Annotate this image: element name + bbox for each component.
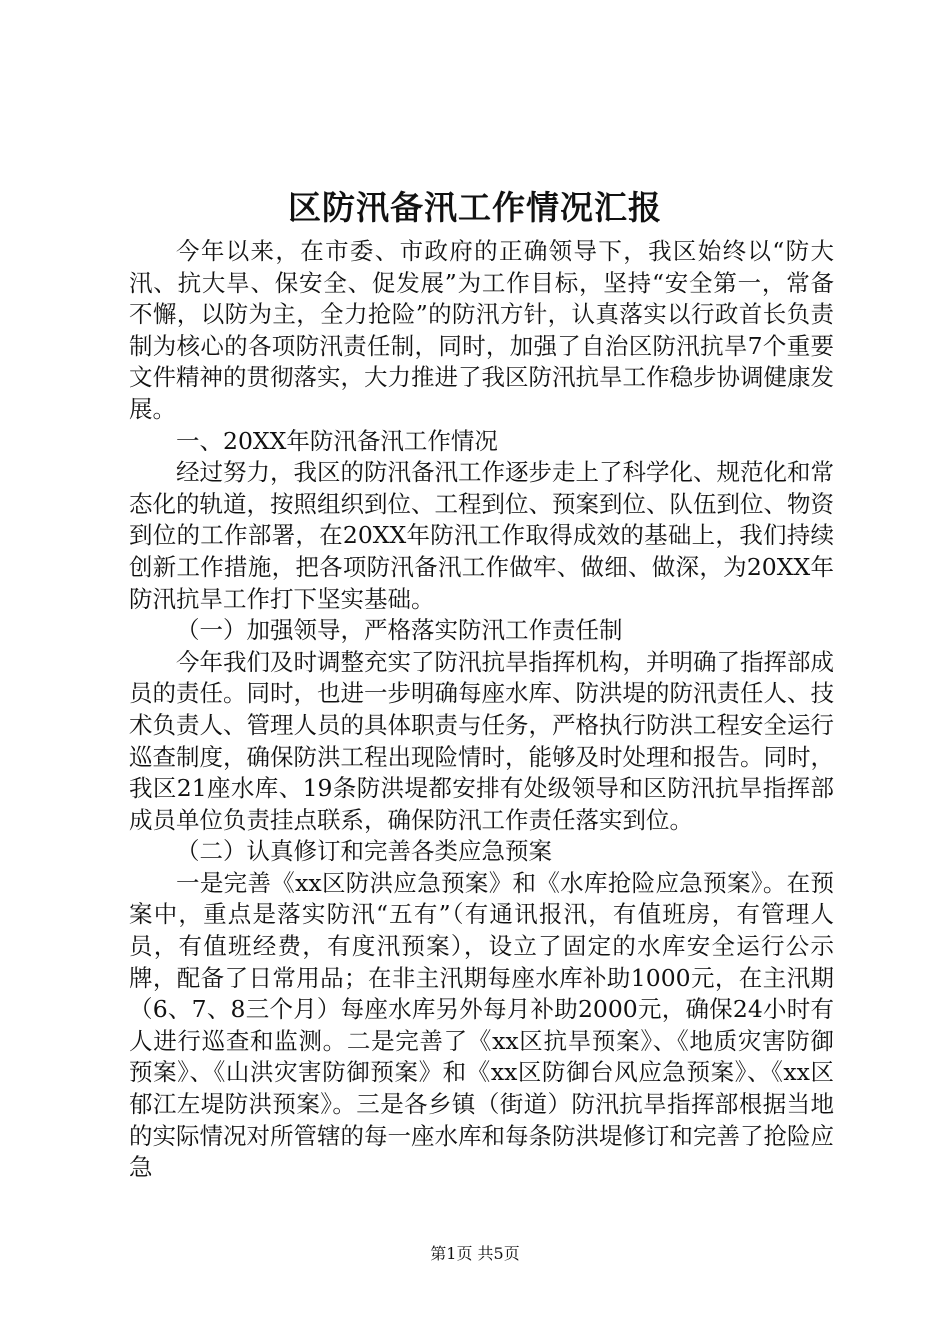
document-body <box>129 236 834 1184</box>
paragraph-subsection-1: 今年我们及时调整充实了防汛抗旱指挥机构，并明确了指挥部成员的责任。同时，也进一步明确每座水库、防洪堤的防汛责任人、技术负责人、管理人员的具体职责与任务，严格执行防洪工程安全运行巡查制度，确保防洪工程出现险情时，能够及时处理和报告。同时，我区21座水库、19条防洪堤都安排有处级领导和区防汛抗旱指挥部成员单位负责挂点联系，确保防汛工作责任落实到位。 <box>129 647 834 834</box>
document-title: 区防汛备汛工作情况汇报 <box>288 188 662 227</box>
paragraph-section-1: 经过努力，我区的防汛备汛工作逐步走上了科学化、规范化和常态化的轨道，按照组织到位、工程到位、预案到位、队伍到位、物资到位的工作部署，在20XX年防汛工作取得成效的基础上，我们持续创新工作措施，把各项防汛备汛工作做牢、做细、做深，为20XX年防汛抗旱工作打下坚实基础。 <box>129 458 834 613</box>
subsection-heading-2: （二）认真修订和完善各类应急预案 <box>176 837 552 866</box>
section-heading-1: 一、20XX年防汛备汛工作情况 <box>176 426 498 455</box>
paragraph-subsection-2: 一是完善《xx区防洪应急预案》和《水库抢险应急预案》。在预案中，重点是落实防汛“五有”（有通讯报汛，有值班房，有管理人员，有值班经费，有度汛预案），设立了固定的水库安全运行公示牌，配备了日常用品；在非主汛期每座水库补助1000元，在主汛期（6、7、8三个月）每座水库另外每月补助2000元，确保24小时有人进行巡查和监测。二是完善了《xx区抗旱预案》、《地质灾害防御预案》、《山洪灾害防御预案》和《xx区防御台风应急预案》、《xx区郁江左堤防洪预案》。三是各乡镇（街道）防汛抗旱指挥部根据当地的实际情况对所管辖的每一座水库和每条防洪堤修订和完善了抢险应急 <box>129 868 834 1182</box>
paragraph-intro: 今年以来，在市委、市政府的正确领导下，我区始终以“防大汛、抗大旱、保安全、促发展”为工作目标，坚持“安全第一，常备不懈，以防为主，全力抢险”的防汛方针，认真落实以行政首长负责制为核心的各项防汛责任制，同时，加强了自治区防汛抗旱7个重要文件精神的贯彻落实，大力推进了我区防汛抗旱工作稳步协调健康发展。 <box>129 237 834 423</box>
subsection-heading-1: （一）加强领导，严格落实防汛工作责任制 <box>176 616 623 645</box>
page-footer: 第1页 共5页 <box>430 1244 520 1263</box>
